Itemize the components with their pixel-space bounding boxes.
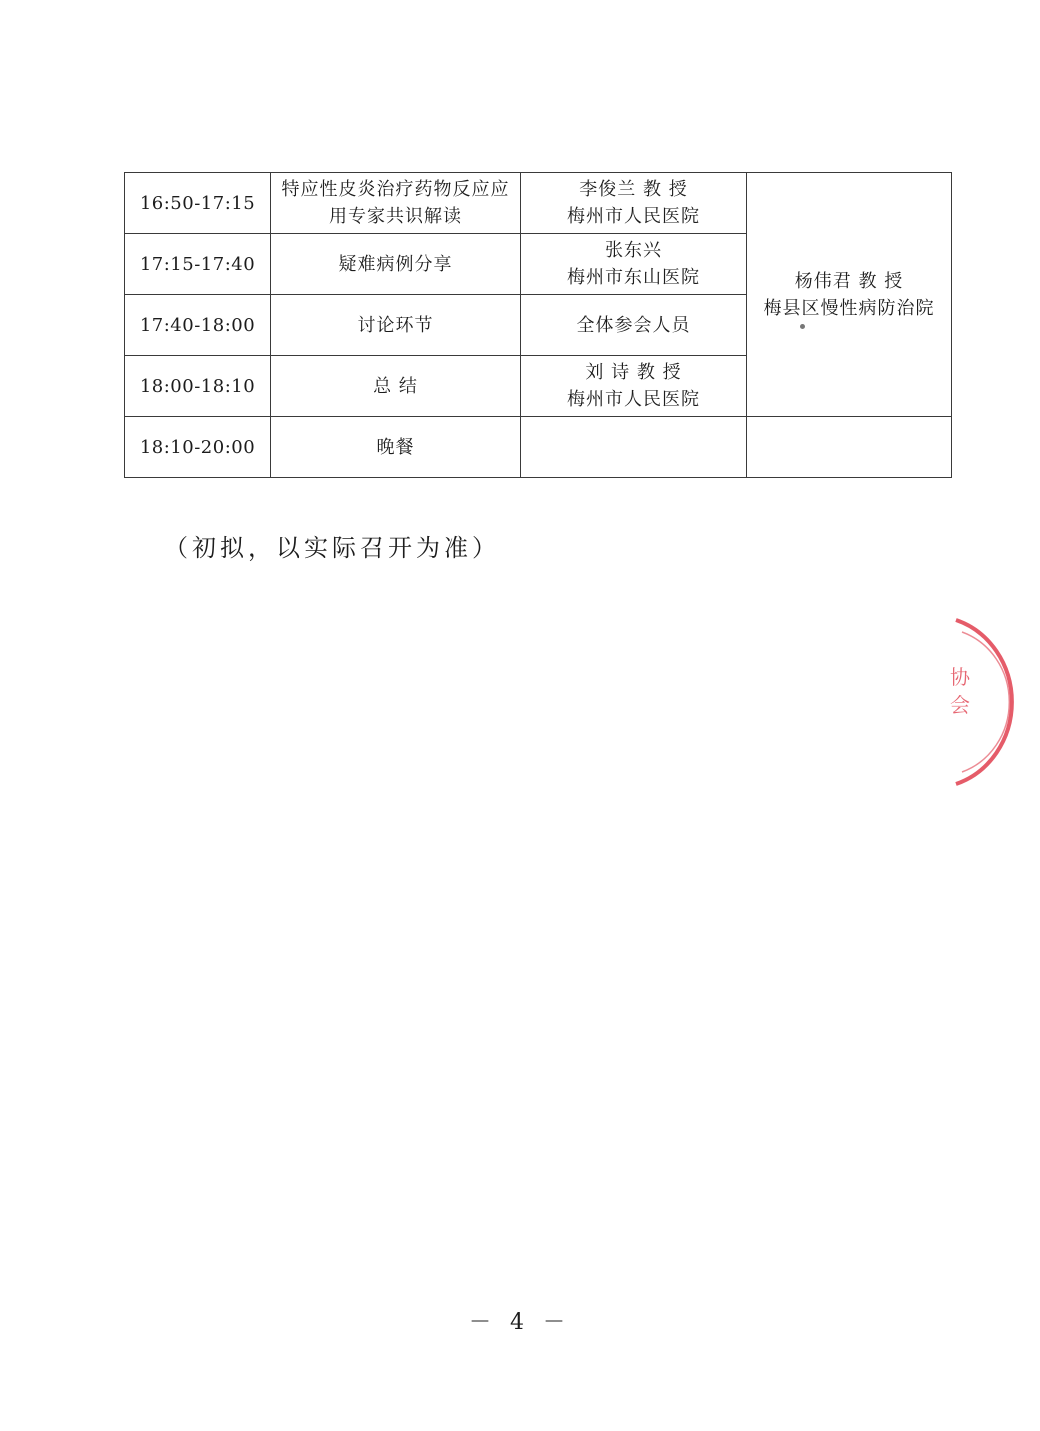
topic-line: 特应性皮炎治疗药物反应应 [281,179,510,200]
topic-line: 讨论环节 [357,314,434,336]
speaker-name: 全体参会人员 [576,314,691,336]
chair-cell [747,173,952,417]
speaker-affiliation: 梅州市人民医院 [567,206,700,227]
chair-name: 杨伟君 教 授 [794,270,904,292]
speaker-affiliation: 梅州市东山医院 [567,267,700,288]
time-cell: 18:10-20:00 [125,417,271,478]
speaker-cell [521,356,747,417]
page-number: － 4 － [469,1310,571,1335]
time-cell: 17:40-18:00 [125,295,271,356]
speaker-cell [521,417,747,478]
scan-speck [800,324,805,329]
speaker-cell [521,295,747,356]
speaker-name: 刘 诗 教 授 [585,362,682,383]
speaker-cell [521,173,747,234]
svg-text:会: 会 [950,693,970,717]
topic-line: 晚餐 [376,436,415,458]
topic-cell [271,173,521,234]
time-cell: 16:50-17:15 [125,173,271,234]
topic-line: 疑难病例分享 [338,253,453,275]
speaker-name: 张东兴 [605,240,662,261]
time-cell: 17:15-17:40 [125,234,271,295]
schedule-table [124,172,952,478]
chair-cell-empty [747,417,952,478]
topic-cell [271,295,521,356]
seal-stamp-icon [940,612,1040,792]
speaker-affiliation: 梅州市人民医院 [567,389,700,410]
topic-cell [271,356,521,417]
svg-text:协: 协 [950,665,970,689]
table-row [125,417,952,478]
table-row [125,173,952,234]
speaker-name: 李俊兰 教 授 [579,179,688,200]
time-cell: 18:00-18:10 [125,356,271,417]
topic-line: 总 结 [373,375,418,397]
chair-affiliation: 梅县区慢性病防治院 [763,297,935,319]
draft-note: （初拟，以实际召开为准） [164,534,500,562]
topic-cell [271,417,521,478]
speaker-cell [521,234,747,295]
topic-line: 用专家共识解读 [329,206,462,227]
topic-cell [271,234,521,295]
